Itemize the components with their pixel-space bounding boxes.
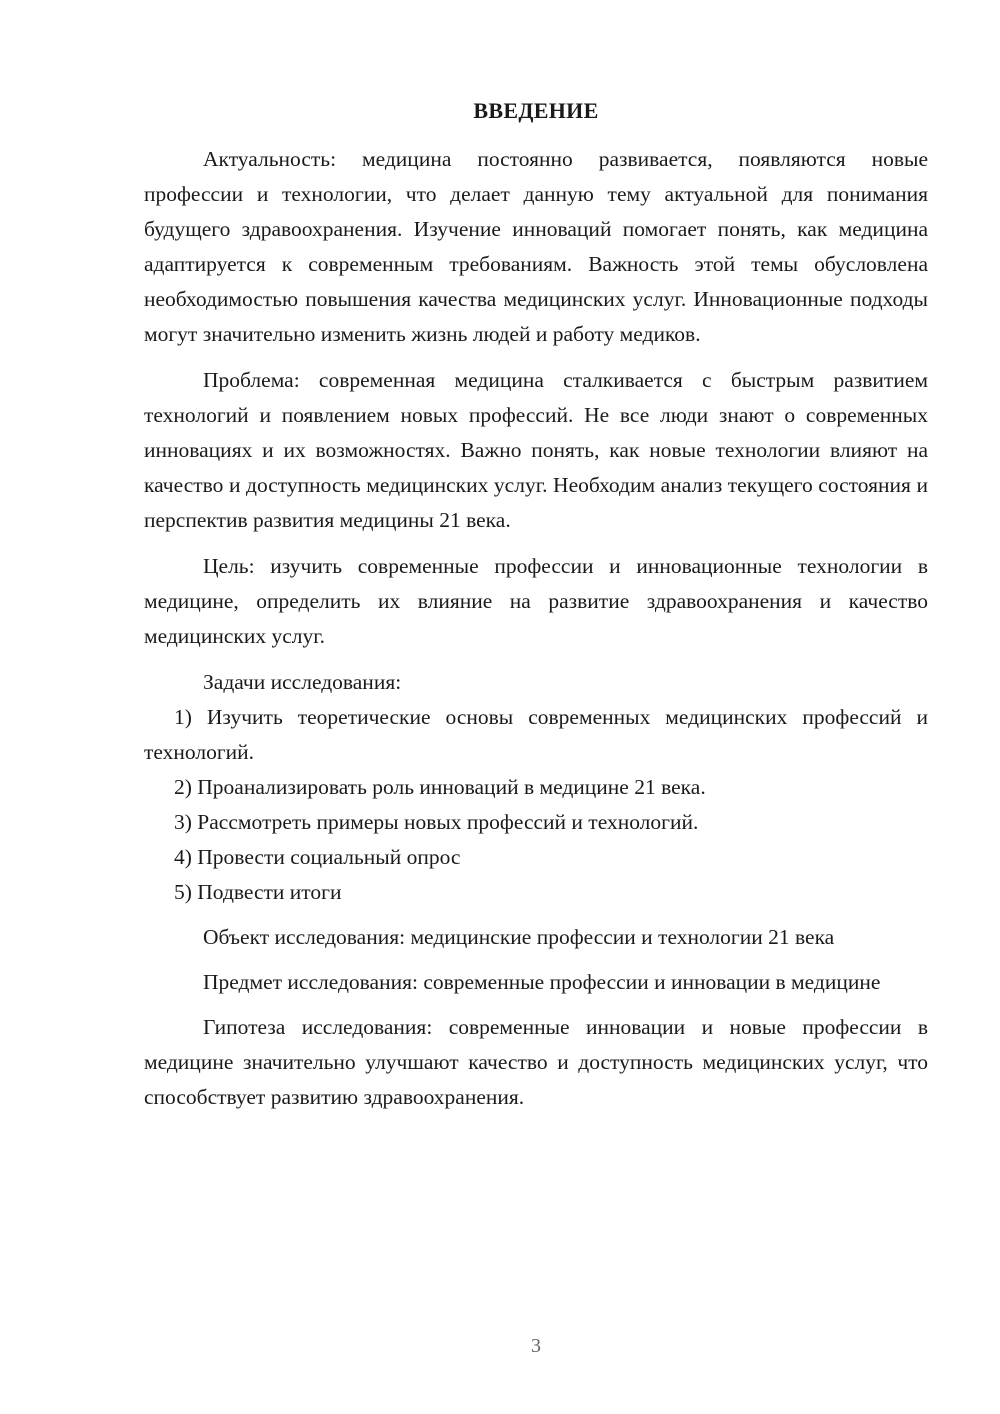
page-number: 3	[531, 1335, 541, 1357]
document-body	[144, 142, 928, 1115]
list-item: 3) Рассмотреть примеры новых профессий и технологий.	[174, 810, 699, 834]
list-item: 4) Провести социальный опрос	[174, 845, 461, 869]
relevance-paragraph: Актуальность: медицина постоянно развивается, появляются новые профессии и технологии, что делает данную тему актуальной для понимания будущего здравоохранения. Изучение инноваций помогает понять, как медицина адаптируется к современным требованиям. Важность этой темы обусловлена необходимостью повышения качества медицинских услуг. Инновационные подходы могут значительно изменить жизнь людей и работу медиков.	[144, 147, 928, 346]
list-item: 1) Изучить теоретические основы современных медицинских профессий и технологий.	[144, 705, 928, 764]
list-item: 5) Подвести итоги	[174, 880, 342, 904]
list-item: 2) Проанализировать роль инноваций в медицине 21 века.	[174, 775, 706, 799]
object-paragraph: Объект исследования: медицинские профессии и технологии 21 века	[203, 925, 835, 949]
hypothesis-paragraph: Гипотеза исследования: современные инновации и новые профессии в медицине значительно улучшают качество и доступность медицинских услуг, что способствует развитию здравоохранения.	[144, 1015, 928, 1109]
tasks-list	[144, 700, 928, 910]
subject-paragraph: Предмет исследования: современные профессии и инновации в медицине	[203, 970, 881, 994]
tasks-heading: Задачи исследования:	[203, 670, 402, 694]
problem-paragraph: Проблема: современная медицина сталкивается с быстрым развитием технологий и появлением новых профессий. Не все люди знают о современных инновациях и их возможностях. Важно понять, как новые технологии влияют на качество и доступность медицинских услуг. Необходим анализ текущего состояния и перспектив развития медицины 21 века.	[144, 368, 928, 532]
page-title: ВВЕДЕНИЕ	[473, 98, 599, 123]
goal-paragraph: Цель: изучить современные профессии и инновационные технологии в медицине, определить их влияние на развитие здравоохранения и качество медицинских услуг.	[144, 554, 928, 648]
